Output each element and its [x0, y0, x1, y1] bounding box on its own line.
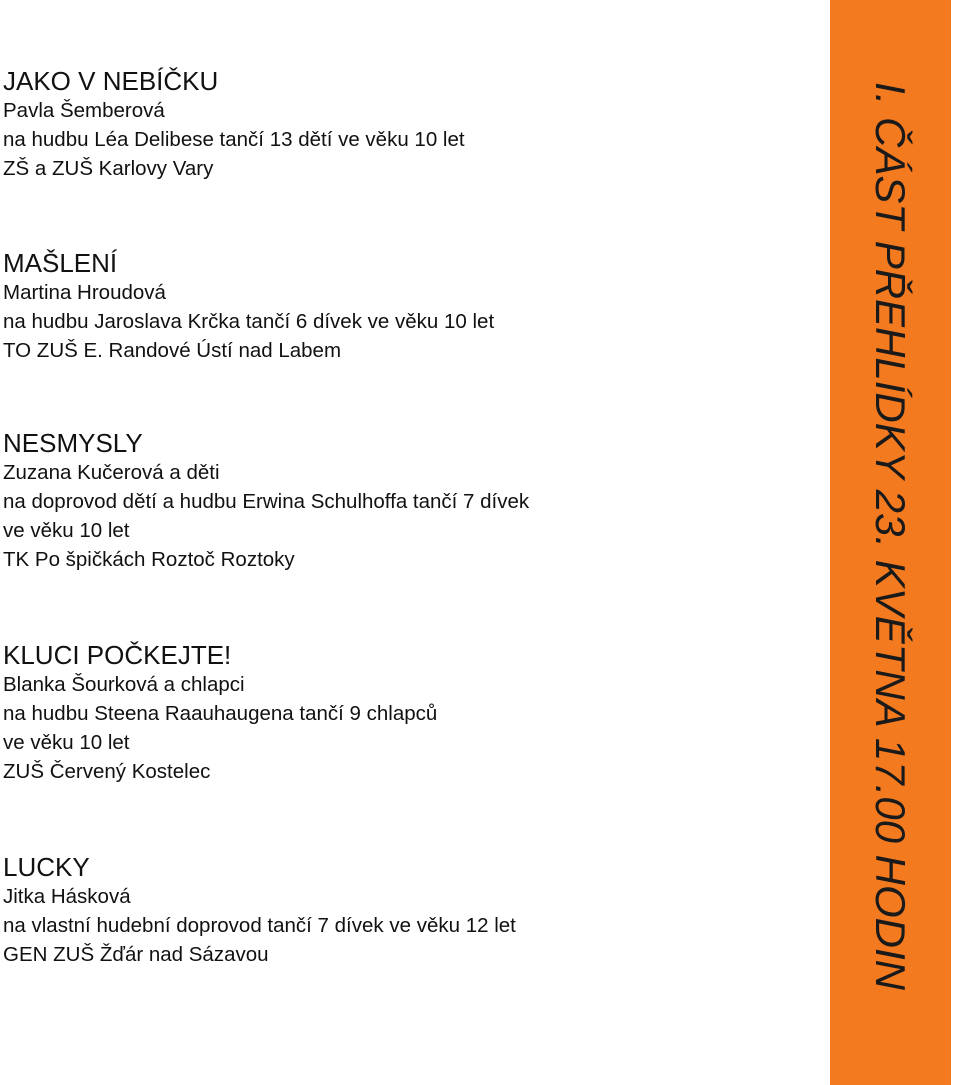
entry-school: TK Po špičkách Roztoč Roztoky: [3, 548, 295, 571]
entry-choreographer: Zuzana Kučerová a děti: [3, 461, 220, 484]
entry-school: ZUŠ Červený Kostelec: [3, 760, 211, 783]
entry-school: TO ZUŠ E. Randové Ústí nad Labem: [3, 339, 342, 362]
program-entry-jako-v-nebicku: [3, 66, 823, 183]
entry-description: na hudbu Jaroslava Krčka tančí 6 dívek ve věku 10 let: [3, 310, 495, 333]
entry-choreographer: Blanka Šourková a chlapci: [3, 673, 245, 696]
entry-description: na hudbu Steena Raauhaugena tančí 9 chlapců: [3, 702, 438, 725]
section-sidebar: [830, 0, 951, 1085]
entry-description: na hudbu Léa Delibese tančí 13 dětí ve věku 10 let: [3, 128, 465, 151]
entry-description: na vlastní hudební doprovod tančí 7 dívek ve věku 12 let: [3, 914, 516, 937]
entry-school: ZŠ a ZUŠ Karlovy Vary: [3, 157, 214, 180]
program-entry-nesmysly: [3, 428, 823, 574]
section-heading: I. ČÁST PŘEHLÍDKY 23. KVĚTNA 17.00 HODIN: [867, 82, 914, 990]
entry-choreographer: Pavla Šemberová: [3, 99, 165, 122]
entry-title: JAKO V NEBÍČKU: [3, 66, 219, 96]
entry-title: MAŠLENÍ: [3, 248, 118, 278]
program-entry-kluci-pockejte: [3, 640, 823, 786]
entry-description-cont: ve věku 10 let: [3, 519, 130, 542]
program-entry-masleni: [3, 248, 823, 365]
entry-title: LUCKY: [3, 852, 90, 882]
program-entry-lucky: [3, 852, 823, 969]
entry-description-cont: ve věku 10 let: [3, 731, 130, 754]
entry-title: KLUCI POČKEJTE!: [3, 640, 232, 670]
entry-choreographer: Martina Hroudová: [3, 281, 166, 304]
entry-title: NESMYSLY: [3, 428, 143, 458]
entry-school: GEN ZUŠ Žďár nad Sázavou: [3, 943, 269, 966]
entry-description: na doprovod dětí a hudbu Erwina Schulhoffa tančí 7 dívek: [3, 490, 530, 513]
entry-choreographer: Jitka Hásková: [3, 885, 131, 908]
